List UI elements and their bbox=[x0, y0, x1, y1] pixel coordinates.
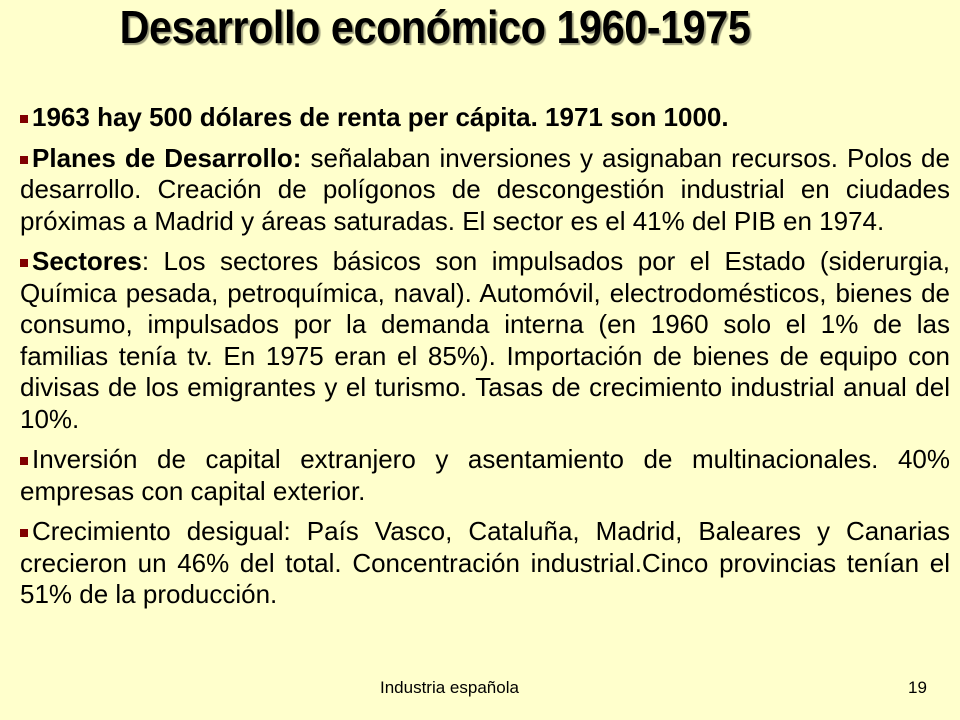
square-bullet-icon bbox=[20, 259, 28, 267]
footer-text: Industria española bbox=[380, 678, 519, 697]
bullet-list bbox=[20, 102, 950, 620]
bullet-body: Crecimiento desigual: País Vasco, Cataluña, Madrid, Baleares y Canarias crecieron un 46% del total. Concentración industrial.Cinco provincias tenían el 51% de la producción. bbox=[20, 516, 950, 609]
bullet-item bbox=[20, 444, 950, 507]
square-bullet-icon bbox=[20, 457, 28, 465]
square-bullet-icon bbox=[20, 529, 28, 537]
bullet-item bbox=[20, 516, 950, 611]
bullet-lead: 1963 hay 500 dólares de renta per cápita. 1971 son 1000. bbox=[32, 102, 729, 132]
bullet-item bbox=[20, 143, 950, 238]
bullet-item bbox=[20, 246, 950, 435]
bullet-lead: Planes de Desarrollo: bbox=[32, 142, 302, 173]
bullet-body: Inversión de capital extranjero y asentamiento de multinacionales. 40% empresas con capital exterior. bbox=[20, 444, 950, 506]
bullet-item bbox=[20, 102, 950, 134]
square-bullet-icon bbox=[20, 115, 28, 123]
slide-title: Desarrollo económico 1960-1975 bbox=[119, 1, 751, 53]
bullet-lead: Sectores bbox=[32, 246, 142, 276]
page-number: 19 bbox=[908, 678, 927, 697]
square-bullet-icon bbox=[20, 156, 28, 164]
bullet-body: : Los sectores básicos son impulsados por el Estado (siderurgia, Química pesada, petroquímica, naval). Automóvil, electrodomésticos, bienes de consumo, impulsados por la demanda interna (en 1960 solo el 1% de las familias tenía tv. En 1975 eran el 85%). Importación de bienes de equipo con divisas de los emigrantes y el turismo. Tasas de crecimiento industrial anual del 10%. bbox=[20, 246, 950, 434]
bullet-body: señalaban inversiones y asignaban recursos. Polos de desarrollo. Creación de polígonos de descongestión industrial en ciudades próximas a Madrid y áreas saturadas. El sector es el 41% del PIB en 1974. bbox=[20, 142, 950, 236]
